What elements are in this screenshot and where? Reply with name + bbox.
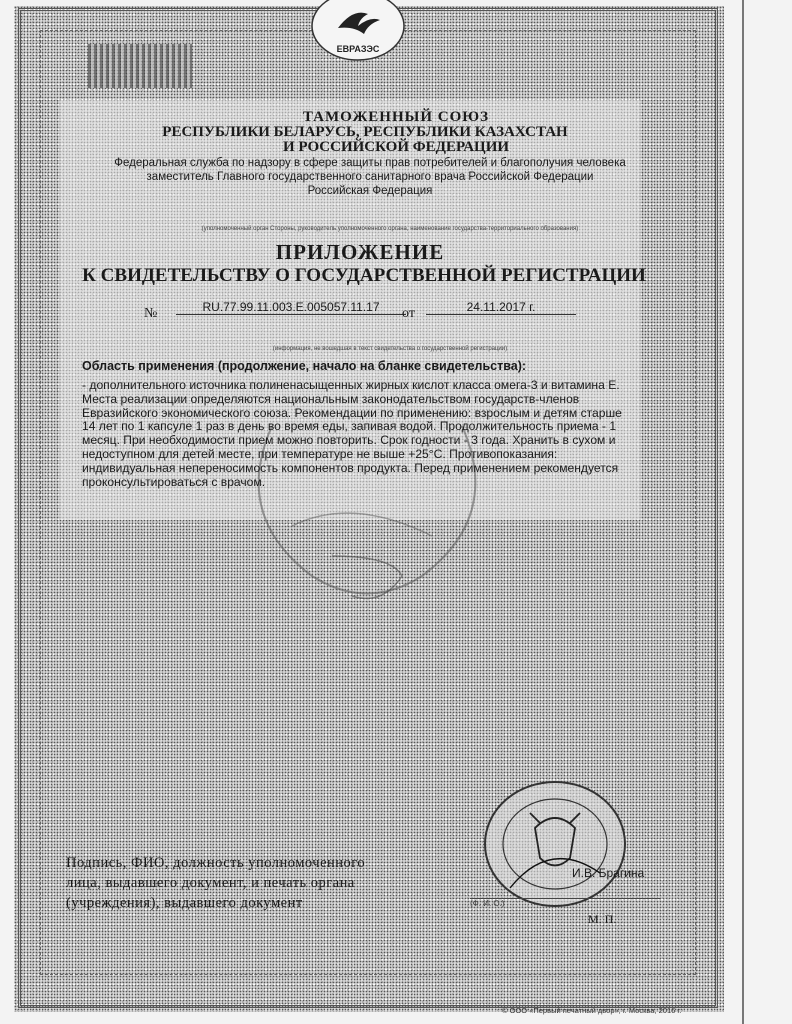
authority-line: заместитель Главного государственного санитарного врача Российской Федерации (146, 171, 594, 183)
scope-line: месяц. При необходимости прием можно повторить. Срок годности - 3 года. Хранить в сухом и (82, 433, 616, 448)
scope-heading: Область применения (продолжение, начало на бланке свидетельства): (82, 359, 527, 373)
scope-line: Места реализации определяются национальным законодательством государств-членов (82, 391, 580, 406)
svg-text:ЕВРАЗЭС: ЕВРАЗЭС (336, 44, 380, 54)
document-title: ПРИЛОЖЕНИЕ (275, 240, 445, 264)
date-prefix: от (402, 306, 415, 321)
official-seal (480, 778, 630, 910)
evrazes-emblem (308, 0, 408, 62)
signature-block (66, 853, 406, 913)
number-sign: № (144, 306, 158, 321)
signature-line: (учреждения), выдавшего документ (66, 895, 303, 911)
info-caption: (информация, не вошедшая в текст свидетельства о государственной регистрации) (272, 346, 508, 352)
document-subtitle: К СВИДЕТЕЛЬСТВУ О ГОСУДАРСТВЕННОЙ РЕГИСТРАЦИИ (82, 265, 646, 286)
header-line-3: И РОССИЙСКОЙ ФЕДЕРАЦИИ (282, 139, 510, 155)
stamp-place-label: М. П. (588, 912, 617, 926)
registration-number: RU.77.99.11.003.Е.005057.11.17 (176, 300, 406, 315)
authority-line: Российская Федерация (307, 185, 433, 197)
scope-line: Евразийского экономического союза. Рекомендации по применению: взрослым и детям старше (82, 405, 622, 420)
signer-name: И.В. Брагина (572, 866, 645, 880)
scope-text (82, 379, 642, 489)
scope-line: индивидуальная непереносимость компонентов продукта. Перед применением рекомендуется (82, 460, 619, 475)
scope-line: недоступном для детей месте, при температуре не выше +25°С. Противопоказания: (82, 446, 558, 461)
header-line-2: РЕСПУБЛИКИ БЕЛАРУСЬ, РЕСПУБЛИКИ КАЗАХСТАН (162, 124, 568, 140)
issuing-authority (70, 156, 670, 198)
header-line-1: ТАМОЖЕННЫЙ СОЮЗ (302, 109, 490, 125)
qr-code (88, 44, 192, 88)
signature-line: лица, выдавшего документ, и печать органа (66, 875, 355, 891)
scope-line: - дополнительного источника полиненасыщенных жирных кислот класса омега-3 и витамина Е. (82, 378, 620, 392)
scope-line: проконсультироваться с врачом. (82, 474, 266, 489)
printer-footer: © ООО «Первый печатный двор», г. Москва, 2016 г. (502, 1006, 682, 1015)
authority-line: Федеральная служба по надзору в сфере защиты прав потребителей и благополучия человека (114, 157, 626, 169)
fio-caption: (Ф. И. О.) (470, 899, 505, 908)
authority-caption: (уполномоченный орган Стороны, руководитель уполномоченного органа, наименование государства-территориального образования) (201, 226, 579, 232)
registration-date: 24.11.2017 г. (426, 300, 576, 315)
signature-line: Подпись, ФИО, должность уполномоченного (66, 855, 366, 871)
scope-line: 14 лет по 1 капсуле 1 раз в день во время еды, запивая водой. Продолжительность приема - 1 (82, 419, 617, 434)
registration-line (140, 300, 600, 320)
